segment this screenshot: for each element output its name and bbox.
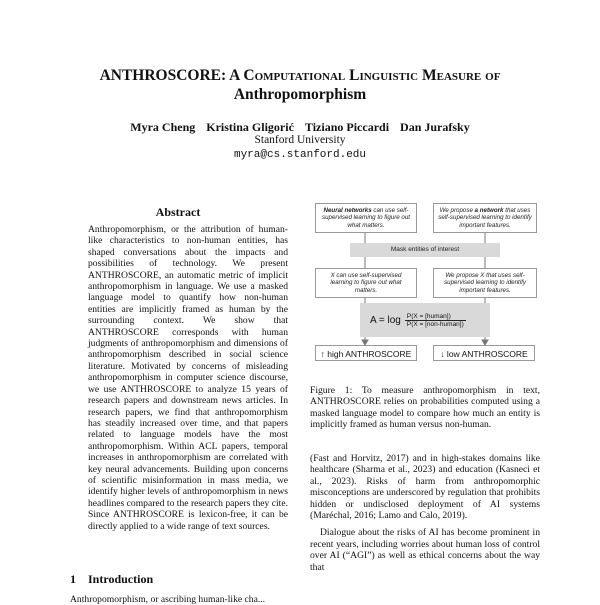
abstract-heading: Abstract xyxy=(155,205,201,219)
formula-denominator: P(X = [non-human]) xyxy=(406,320,464,328)
paragraph-1: (Fast and Horvitz, 2017) and in high-stakes domains like healthcare (Sharma et al., 2023) and education (Kasneci et al., 2023). Risks of harm from anthropomorphic misconceptions are underscored by regulation that prohibits hidden or undisclosed deployment of AI systems (Maréchal, 2016; Lamo and Calo, 2019). xyxy=(310,453,540,522)
formula-box xyxy=(360,303,490,337)
section-number: 1 xyxy=(70,572,76,586)
title-line-2: Anthropomorphism xyxy=(233,86,367,103)
masked-box-nonhuman: We propose X that uses self-supervised learning to identify important features. xyxy=(433,268,537,298)
formula-fraction xyxy=(405,313,466,328)
author-1: Myra Cheng xyxy=(130,120,196,134)
output-low-score: ↓ low ANTHROSCORE xyxy=(433,345,535,361)
example-nonhuman-text: that uses self-supervised learning to identify important features. xyxy=(438,207,532,229)
section-heading xyxy=(70,572,153,587)
title-line-1: ANTHROSCORE: A Computational Linguistic Measure of xyxy=(99,67,501,84)
paper-title xyxy=(60,66,540,104)
author-3: Tiziano Piccardi xyxy=(304,120,390,134)
author-2: Kristina Gligorić xyxy=(206,120,294,134)
figure-1 xyxy=(310,200,540,380)
email[interactable]: myra@cs.stanford.edu xyxy=(233,149,367,161)
abstract-text: Anthropomorphism, or the attribution of human-like characteristics to non-human entities, has shaped conversations about the impacts and possibilities of technology. We present ANTHROSCORE, an automatic metric of implicit anthropomorphism in language. We use a masked language model to quantify how non-human entities are implicitly framed as human by the surrounding context. We show that ANTHROSCORE corresponds with human judgments of anthropomorphism and dimensions of anthropomorphism described in social science literature. Motivated by concerns of misleading anthropomorphism in computer science discourse, we use ANTHROSCORE to analyze 15 years of research papers and downstream news articles. In research papers, we find that anthropomorphism has steadily increased over time, and that papers related to language models have the most anthropomorphism. Within ACL papers, temporal increases in anthropomorphism are correlated with key neural advancements. Building upon concerns of scientific misinformation in mass media, we identify higher levels of anthropomorphism in news headlines compared to the research papers they cite. Since ANTHROSCORE is lexicon-free, it can be directly applied to a wide range of text sources. xyxy=(88,224,288,532)
example-human-text: can use self-supervised learning to figure out what matters. xyxy=(321,207,411,229)
figure-caption: Figure 1: To measure anthropomorphism in text, ANTHROSCORE relies on probabilities computed using a masked language model to compare how much an entity is implicitly framed as human versus non-human. xyxy=(310,385,540,431)
example-box-nonhuman xyxy=(433,203,537,233)
output-high-score: ↑ high ANTHROSCORE xyxy=(315,345,417,361)
intro-first-line: Anthropomorphism, or ascribing human-like cha... xyxy=(70,594,266,605)
formula-numerator: P(X = [human]) xyxy=(405,313,466,321)
body-text-right xyxy=(310,453,540,579)
example-box-human xyxy=(315,203,417,233)
mask-step: Mask entities of interest xyxy=(350,243,500,257)
section-title: Introduction xyxy=(88,572,154,586)
author-list xyxy=(60,120,540,135)
entity-a-network: a network xyxy=(474,207,504,214)
masked-box-human: X can use self-supervised learning to figure out what matters. xyxy=(315,268,417,298)
affiliation: Stanford University xyxy=(254,134,346,146)
entity-neural-networks: Neural networks xyxy=(323,207,372,214)
paragraph-2: Dialogue about the risks of AI has become prominent in recent years, including worries about human loss of control over AI (“AGI”) as well as ethical concerns about the way that xyxy=(310,527,540,573)
author-4: Dan Jurafsky xyxy=(400,120,470,134)
example-nonhuman-prefix: We propose xyxy=(439,207,475,214)
formula-lhs: A = log xyxy=(370,314,401,326)
